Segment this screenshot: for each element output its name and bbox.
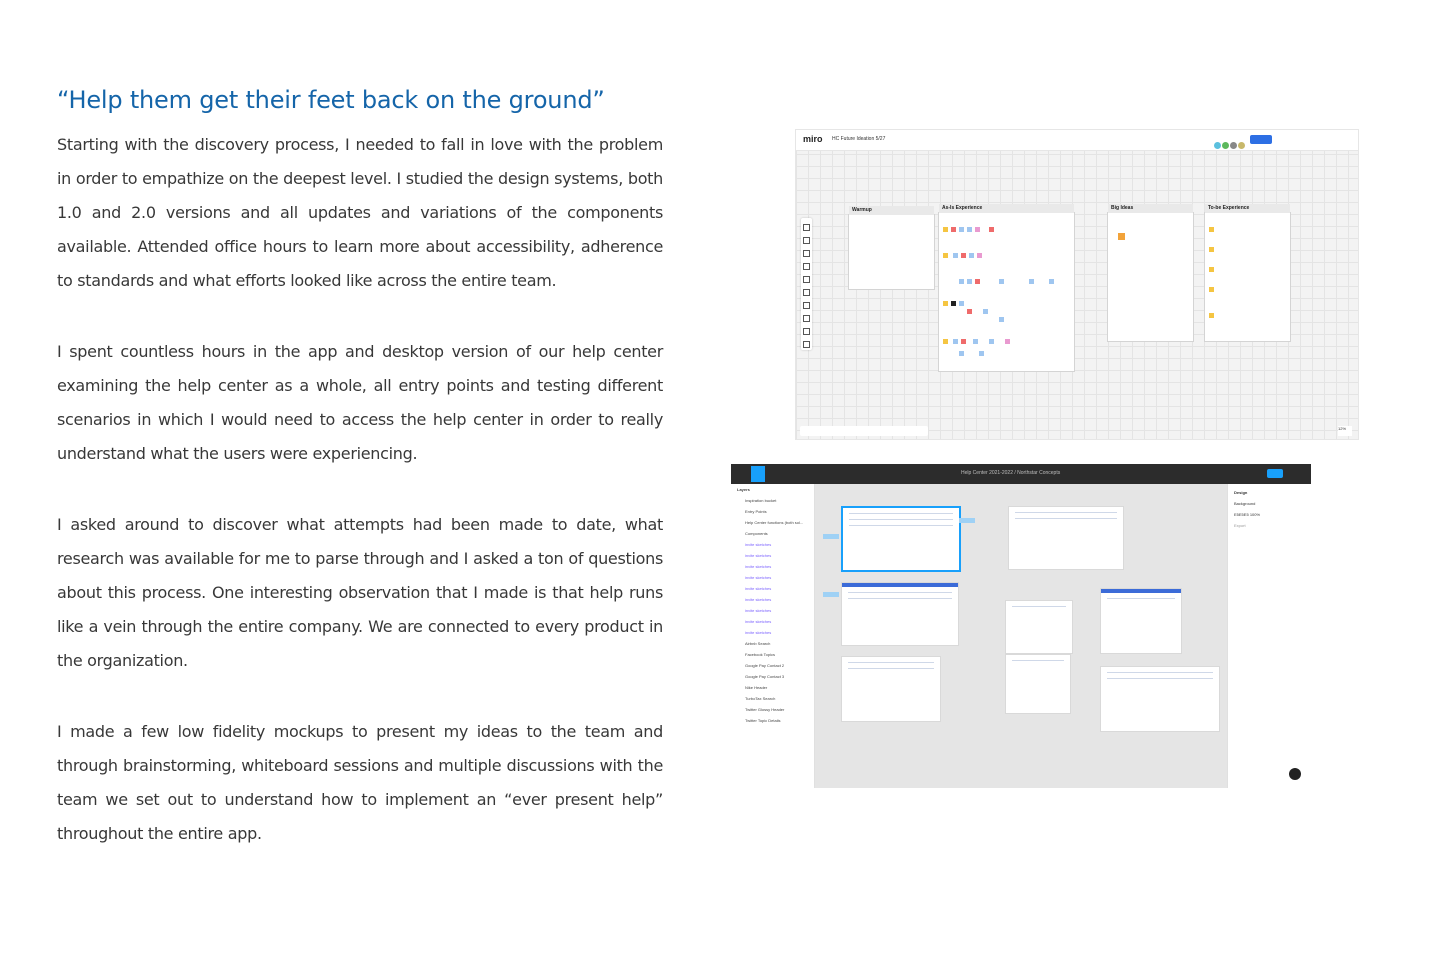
frame-title: To-be Experience — [1205, 204, 1290, 213]
layer-item: Nike Header — [745, 685, 768, 690]
help-icon — [1289, 768, 1301, 780]
export-label: Export — [1234, 523, 1246, 528]
paragraph-2: I spent countless hours in the app and desktop version of our help center examining the help center as a whole, all entry points and testing different scenarios in which I would need to access the help center in order to really understand what the users were experiencing. — [57, 342, 663, 463]
mockup-frame — [841, 656, 941, 722]
figma-file-name: Help Center 2021-2022 / Northstar Concepts — [961, 470, 1061, 476]
mockup-frame — [1008, 506, 1124, 570]
layer-item: Google Pay Contact 3 — [745, 674, 785, 679]
miro-bottom-toolbar — [800, 426, 928, 436]
frame-big-ideas — [1107, 205, 1194, 342]
miro-board-name: HC Future Ideation 5/27 — [832, 136, 886, 142]
layer-item: invite sketches — [745, 586, 772, 591]
page-item: Entry Points — [745, 509, 767, 514]
layer-item: Facebook Topics — [745, 652, 775, 657]
layer-item: Twitter Topic Details — [745, 718, 781, 723]
page-item: Components — [745, 531, 768, 536]
miro-board-screenshot — [795, 129, 1359, 440]
layer-item: invite sketches — [745, 542, 772, 547]
frame-title: As-Is Experience — [939, 204, 1074, 213]
layer-item: invite sketches — [745, 597, 772, 602]
layer-item: TurboTax Search — [745, 696, 776, 701]
miro-tool-panel — [801, 218, 812, 350]
page-item: Help Center functions (both sol... — [745, 520, 804, 525]
frame-title: Big Ideas — [1108, 204, 1193, 213]
layer-item: invite sketches — [745, 630, 772, 635]
mockup-frame — [1100, 588, 1182, 654]
layer-item: Twitter Glossy Header — [745, 707, 785, 712]
page-heading: “Help them get their feet back on the ground” — [57, 86, 605, 114]
frame-warmup — [848, 207, 935, 290]
sticky-note — [959, 518, 975, 523]
paragraph-4: I made a few low fidelity mockups to present my ideas to the team and through brainstorming, whiteboard sessions and multiple discussions with the team we set out to understand how to implement an “ever present help” throughout the entire app. — [57, 722, 663, 843]
mockup-frame — [1100, 666, 1220, 732]
figma-screenshot — [731, 464, 1311, 788]
collaborator-avatars — [1214, 136, 1246, 154]
miro-toolbar — [796, 130, 1358, 151]
mockup-frame — [1005, 600, 1073, 654]
figma-share-button — [1267, 469, 1283, 478]
layer-item: Airbnb Search — [745, 641, 771, 646]
frame-title: Warmup — [849, 206, 934, 215]
miro-zoom: 12% — [1338, 426, 1352, 436]
layers-tab: Layers — [737, 487, 750, 492]
layer-item: invite sketches — [745, 553, 772, 558]
sticky-note — [823, 534, 839, 539]
page-item: Inspiration bucket — [745, 498, 777, 503]
background-value: E5E5E5 100% — [1234, 512, 1261, 517]
layer-item: invite sketches — [745, 619, 772, 624]
body-text — [57, 128, 663, 888]
layer-item: invite sketches — [745, 564, 772, 569]
figma-design-panel — [1227, 484, 1311, 788]
mockup-frame — [841, 582, 959, 646]
move-tool — [751, 466, 765, 482]
mockup-frame — [1005, 654, 1071, 714]
sticky-note — [823, 592, 839, 597]
background-label: Background — [1234, 501, 1256, 506]
mockup-frame — [841, 506, 961, 572]
miro-share-button — [1250, 135, 1272, 144]
frame-as-is — [938, 205, 1075, 372]
design-tab: Design — [1234, 490, 1248, 495]
paragraph-1: Starting with the discovery process, I needed to fall in love with the problem in order to empathize on the deepest level. I studied the design systems, both 1.0 and 2.0 versions and all updates and variations of the components available. Attended office hours to learn more about accessibility, adherence to standards and what efforts looked like across the entire team. — [57, 135, 663, 290]
figma-toolbar — [731, 464, 1311, 484]
frame-to-be — [1204, 205, 1291, 342]
miro-logo: miro — [803, 134, 823, 144]
layer-item: Google Pay Contact 2 — [745, 663, 785, 668]
layer-item: invite sketches — [745, 575, 772, 580]
layer-item: invite sketches — [745, 608, 772, 613]
figma-layers-panel — [731, 484, 815, 788]
paragraph-3: I asked around to discover what attempts had been made to date, what research was available for me to parse through and I asked a ton of questions about this process. One interesting observation that I made is that help runs like a vein through the entire company. We are connected to every product in the organization. — [57, 515, 663, 670]
